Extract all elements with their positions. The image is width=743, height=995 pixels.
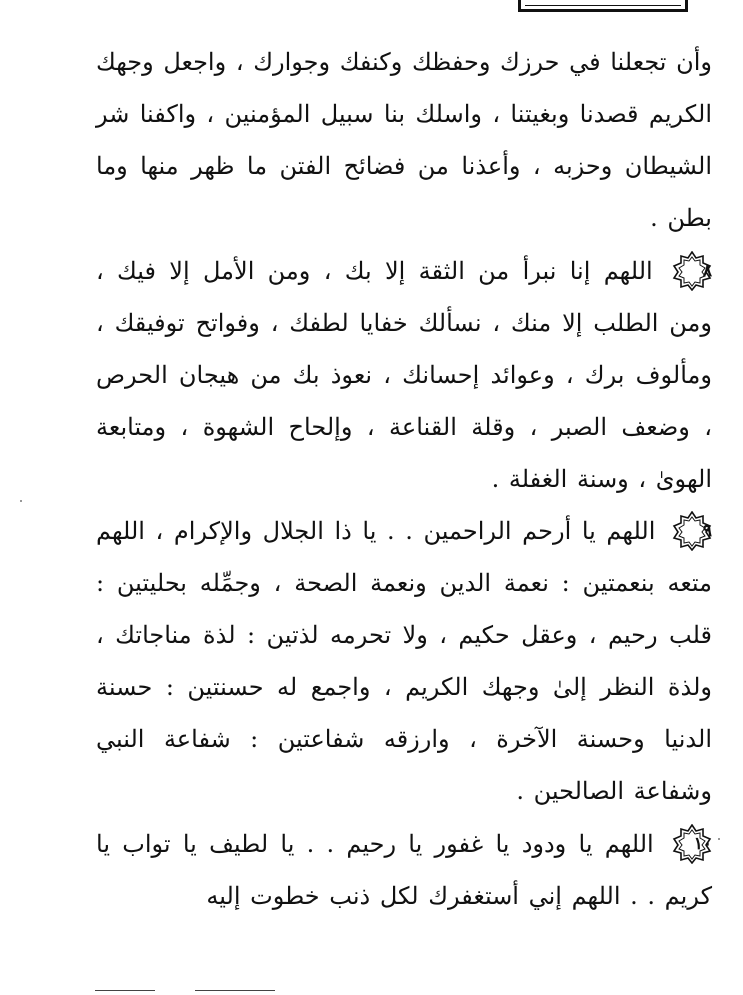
- paragraph-number: ١٠: [693, 834, 712, 854]
- scan-speck: [20, 500, 22, 502]
- paragraph-continued: [96, 36, 712, 244]
- paragraph-number: ٩: [702, 521, 712, 541]
- footer-rule: [195, 990, 275, 991]
- paragraph-8: [96, 245, 712, 505]
- rosette-number-marker: [672, 824, 712, 864]
- paragraph-number: ٨: [702, 261, 712, 281]
- rosette-number-marker: [672, 251, 712, 291]
- paragraph-text: اللهم إنا نبرأ من الثقة إلا بك ، ومن الأمل إلا فيك ، ومن الطلب إلا منك ، نسألك خفايا لطفك ، وفواتح توفيقك ، ومألوف برك ، وعوائد إحسانك ، نعوذ بك من هيجان الحرص ، وضعف الصبر ، وقلة القناعة ، وإلحاح الشهوة ، ومتابعة الهوىٰ ، وسنة الغفلة .: [96, 257, 712, 493]
- paragraph-10: [96, 818, 712, 922]
- paragraph-text: اللهم يا ودود يا غفور يا رحيم . . يا لطيف يا تواب يا كريم . . اللهم إني أستغفرك لكل ذنب خطوت إليه: [96, 830, 712, 910]
- paragraph-text: اللهم يا أرحم الراحمين . . يا ذا الجلال والإكرام ، اللهم متعه بنعمتين : نعمة الدين ونعمة الصحة ، وجمِّله بحليتين : قلب رحيم ، وعقل حكيم ، ولا تحرمه لذتين : لذة مناجاتك ، ولذة النظر إلىٰ وجهك الكريم ، واجمع له حسنتين : حسنة الدنيا وحسنة الآخرة ، وارزقه شفاعتين : شفاعة النبي وشفاعة الصالحين .: [96, 517, 712, 805]
- rosette-number-marker: [672, 511, 712, 551]
- scan-speck: [718, 838, 720, 840]
- footer-rule: [95, 990, 155, 991]
- header-frame: [518, 0, 688, 12]
- paragraph-text: وأن تجعلنا في حرزك وحفظك وكنفك وجوارك ، واجعل وجهك الكريم قصدنا وبغيتنا ، واسلك بنا سبيل المؤمنين ، واكفنا شر الشيطان وحزبه ، وأعذنا من فضائح الفتن ما ظهر منها وما بطن .: [96, 48, 712, 232]
- paragraph-9: [96, 505, 712, 817]
